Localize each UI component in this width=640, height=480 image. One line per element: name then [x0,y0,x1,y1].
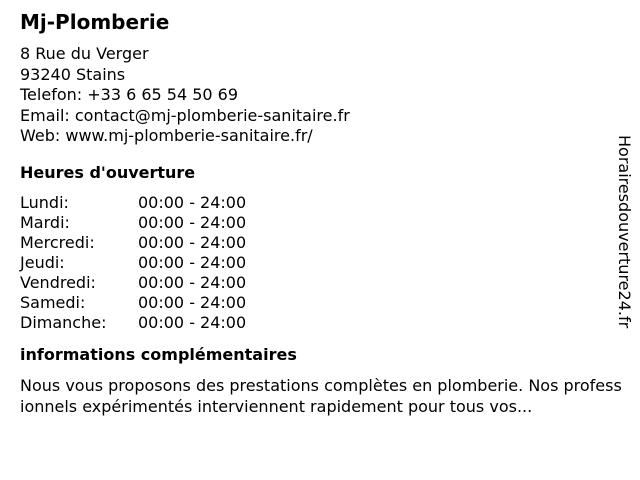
address-city: 93240 Stains [20,64,126,84]
time-range: 00:00 - 24:00 [138,232,247,252]
email-line: Email: contact@mj-plomberie-sanitaire.fr [20,105,350,125]
time-range: 00:00 - 24:00 [138,192,247,212]
hours-row-friday [20,273,620,293]
opening-hours-list [20,193,620,333]
site-watermark: Horairesdouverture24.fr [615,135,634,329]
time-range: 00:00 - 24:00 [138,252,247,272]
phone-line: Telefon: +33 6 65 54 50 69 [20,85,239,104]
hours-row-thursday [20,253,620,273]
business-card [20,10,620,417]
additional-info-heading: informations complémentaires [20,344,297,364]
day-label: Samedi: [20,292,86,312]
hours-row-sunday [20,313,620,333]
day-label: Mercredi: [20,232,95,252]
time-range: 00:00 - 24:00 [138,292,247,312]
day-label: Vendredi: [20,272,96,292]
hours-row-monday [20,193,620,213]
hours-row-wednesday [20,233,620,253]
hours-row-saturday [20,293,620,313]
additional-info-text: Nous vous proposons des prestations complètes en plomberie. Nos professionnels expérimentés interviennent rapidement pour tous vos... [20,375,622,416]
time-range: 00:00 - 24:00 [138,212,247,232]
time-range: 00:00 - 24:00 [138,312,247,332]
day-label: Dimanche: [20,312,107,332]
time-range: 00:00 - 24:00 [138,272,247,292]
contact-block [20,44,620,147]
website-line: Web: www.mj-plomberie-sanitaire.fr/ [20,126,313,145]
day-label: Lundi: [20,192,69,212]
hours-row-tuesday [20,213,620,233]
business-name: Mj-Plomberie [20,10,170,34]
address-street: 8 Rue du Verger [20,44,149,63]
day-label: Jeudi: [20,252,65,272]
opening-hours-heading: Heures d'ouverture [20,162,196,182]
day-label: Mardi: [20,212,70,232]
